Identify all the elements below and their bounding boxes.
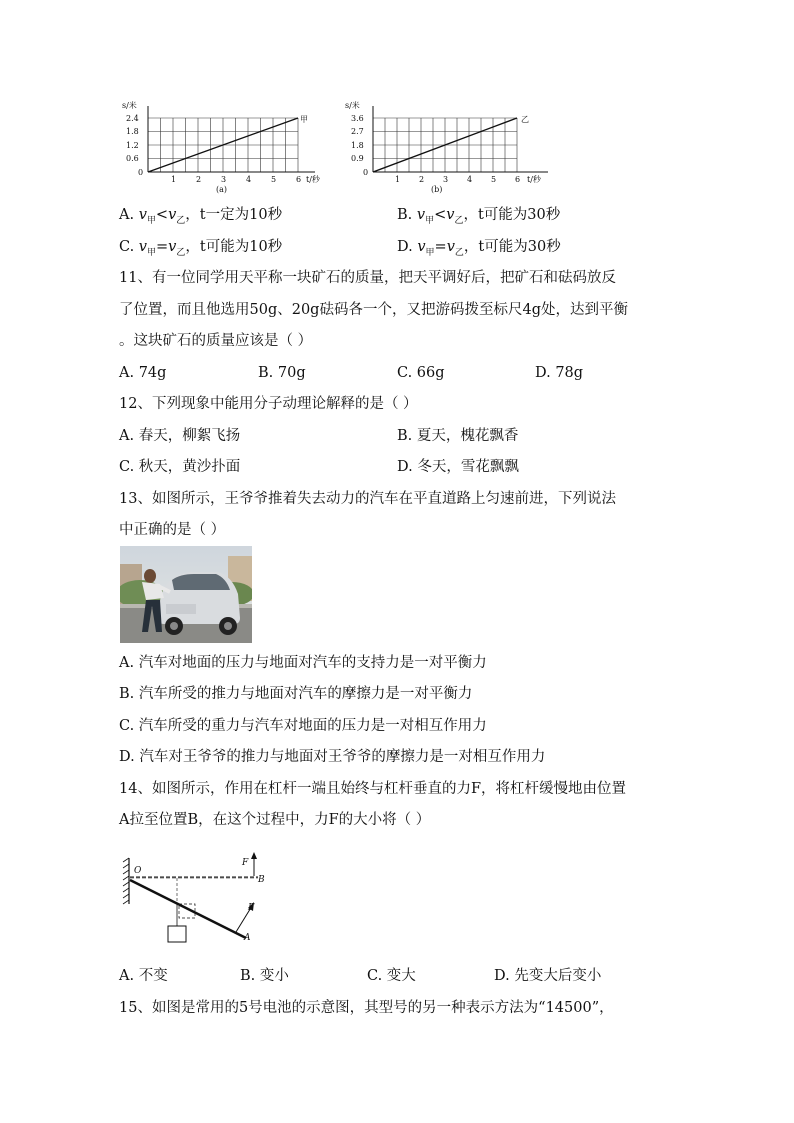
graph-a: [120, 100, 320, 195]
q11-option-b: B. 70g: [258, 365, 306, 381]
graph-a-xlabel: t/秒: [306, 175, 320, 184]
graph-b: [343, 100, 553, 195]
q12-stem: 12、下列现象中能用分子动理论解释的是（ ）: [119, 396, 418, 412]
graph-a-ytick: 1.8: [126, 127, 139, 136]
q14-option-b: B. 变小: [240, 968, 289, 984]
q13-option-d: D. 汽车对王爷爷的推力与地面对王爷爷的摩擦力是一对相互作用力: [119, 749, 546, 765]
q12-option-a: A. 春天，柳絮飞扬: [119, 428, 241, 444]
graph-b-ytick: 0: [363, 168, 369, 177]
car-push-photo: [120, 546, 252, 643]
graph-a-xtick: 1: [171, 175, 177, 184]
q14-option-a: A. 不变: [119, 968, 168, 984]
q12-option-b: B. 夏天，槐花飘香: [397, 428, 519, 444]
q13-option-b: B. 汽车所受的推力与地面对汽车的摩擦力是一对平衡力: [119, 686, 473, 702]
q13-stem-line1: 13、如图所示，王爷爷推着失去动力的汽车在平直道路上匀速前进，下列说法: [119, 491, 616, 507]
q11-option-c: C. 66g: [397, 365, 445, 381]
graph-a-xtick: 6: [296, 175, 302, 184]
q11-option-a: A. 74g: [119, 365, 167, 381]
graph-a-line-label: 甲: [300, 115, 308, 124]
graph-b-xtick: 5: [491, 175, 497, 184]
q11-stem-line3: 。这块矿石的质量应该是（ ）: [119, 333, 313, 349]
graph-a-xtick: 4: [246, 175, 252, 184]
q14-option-d: D. 先变大后变小: [494, 968, 602, 984]
q11-stem-line2: 了位置，而且他选用50g、20g砝码各一个，又把游码拨至标尺4g处，达到平衡: [119, 302, 628, 318]
q10-option-d: D. $v_甲=v_乙$，t可能为30秒: [397, 239, 561, 258]
graph-b-ytick: 1.8: [351, 141, 364, 150]
q11-stem-line1: 11、有一位同学用天平称一块矿石的质量，把天平调好后，把矿石和砝码放反: [119, 270, 616, 286]
graph-a-ytick: 0: [138, 168, 144, 177]
graph-a-xtick: 3: [221, 175, 227, 184]
q13-stem-line2: 中正确的是（ ）: [119, 522, 226, 538]
graph-b-xlabel: t/秒: [527, 175, 541, 184]
graph-b-xtick: 6: [515, 175, 521, 184]
graph-a-ytick: 0.6: [126, 154, 139, 163]
q12-option-d: D. 冬天，雪花飘飘: [397, 459, 519, 475]
q10-option-a: A. $v_甲<v_乙$，t一定为10秒: [119, 207, 283, 226]
q13-option-c: C. 汽车所受的重力与汽车对地面的压力是一对相互作用力: [119, 718, 487, 734]
lever-diagram: [120, 852, 280, 948]
q10-option-c: C. $v_甲=v_乙$，t可能为10秒: [119, 239, 283, 258]
graph-b-line-label: 乙: [521, 115, 529, 124]
lever-label-a: A: [244, 933, 251, 943]
graph-a-xtick: 5: [271, 175, 277, 184]
lever-label-o: O: [134, 866, 142, 876]
lever-label-f-top: F: [242, 858, 249, 868]
graph-b-ytick: 3.6: [351, 114, 364, 123]
graph-b-xtick: 3: [443, 175, 449, 184]
graph-b-xtick: 2: [419, 175, 425, 184]
q14-option-c: C. 变大: [367, 968, 416, 984]
q12-option-c: C. 秋天，黄沙扑面: [119, 459, 241, 475]
graph-b-caption: (b): [431, 185, 443, 194]
graph-b-xtick: 1: [395, 175, 401, 184]
graph-a-ytick: 1.2: [126, 141, 139, 150]
q13-option-a: A. 汽车对地面的压力与地面对汽车的支持力是一对平衡力: [119, 655, 487, 671]
graph-b-ylabel: s/米: [345, 101, 360, 110]
graph-b-ytick: 2.7: [351, 127, 364, 136]
lever-label-f-bottom: F: [248, 903, 255, 913]
q14-stem-line2: A拉至位置B，在这个过程中，力F的大小将（ ）: [119, 812, 431, 828]
graph-b-xtick: 4: [467, 175, 473, 184]
q10-option-b: B. $v_甲<v_乙$，t可能为30秒: [397, 207, 561, 226]
q15-stem-line1: 15、如图是常用的5号电池的示意图，其型号的另一种表示方法为“14500”，: [119, 1000, 614, 1016]
q11-option-d: D. 78g: [535, 365, 584, 381]
graph-a-xtick: 2: [196, 175, 202, 184]
graph-a-caption: (a): [216, 185, 228, 194]
graph-a-ytick: 2.4: [126, 114, 139, 123]
graph-a-ylabel: s/米: [122, 101, 137, 110]
graph-b-ytick: 0.9: [351, 154, 364, 163]
lever-label-b: B: [258, 875, 265, 885]
q14-stem-line1: 14、如图所示，作用在杠杆一端且始终与杠杆垂直的力F，将杠杆缓慢地由位置: [119, 781, 627, 797]
